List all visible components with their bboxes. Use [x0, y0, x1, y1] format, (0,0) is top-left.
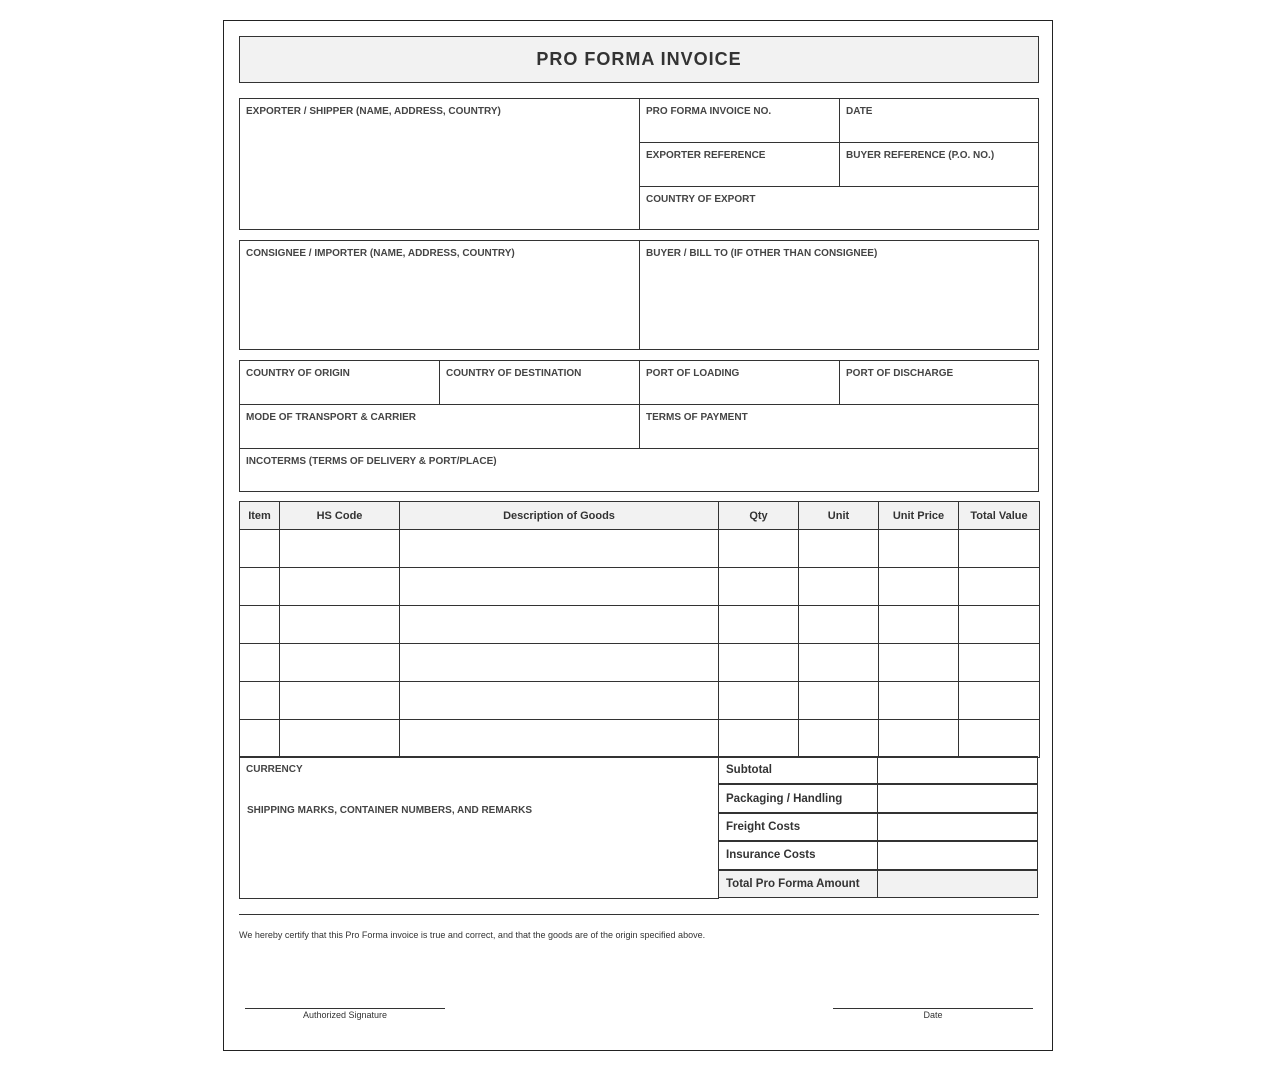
table-cell[interactable]	[719, 530, 799, 568]
subtotal-row	[718, 756, 1038, 784]
country-of-destination-label: COUNTRY OF DESTINATION	[446, 368, 582, 379]
port-of-loading-field[interactable]	[639, 360, 840, 405]
table-cell[interactable]	[240, 720, 280, 758]
table-cell[interactable]	[240, 682, 280, 720]
table-cell[interactable]	[879, 644, 959, 682]
transport-carrier-field[interactable]	[239, 404, 640, 449]
divider	[239, 914, 1039, 915]
country-of-export-label: COUNTRY OF EXPORT	[646, 194, 756, 205]
table-header-row	[240, 502, 1040, 530]
table-cell[interactable]	[400, 606, 719, 644]
invoice-page	[223, 20, 1053, 1051]
table-cell[interactable]	[799, 720, 879, 758]
buyer-reference-label: BUYER REFERENCE (P.O. NO.)	[846, 150, 995, 161]
table-cell[interactable]	[240, 530, 280, 568]
table-cell[interactable]	[280, 644, 400, 682]
total-amount-value-field[interactable]	[877, 870, 1038, 898]
exporter-reference-field[interactable]	[639, 142, 840, 187]
date-signature-label: Date	[923, 1010, 943, 1020]
title-bar	[239, 36, 1039, 83]
table-cell[interactable]	[280, 530, 400, 568]
certification-text: We hereby certify that this Pro Forma invoice is true and correct, and that the goods are of the origin specified above.	[239, 930, 706, 940]
page-title: PRO FORMA INVOICE	[536, 49, 742, 69]
table-cell[interactable]	[400, 720, 719, 758]
table-cell[interactable]	[799, 606, 879, 644]
exporter-label: EXPORTER / SHIPPER (NAME, ADDRESS, COUNTRY)	[246, 106, 501, 117]
insurance-costs-value-field[interactable]	[877, 841, 1038, 869]
signature-label: Authorized Signature	[302, 1010, 388, 1020]
terms-of-payment-label: TERMS OF PAYMENT	[646, 412, 748, 423]
table-cell[interactable]	[959, 530, 1040, 568]
country-of-destination-field[interactable]	[439, 360, 640, 405]
table-cell[interactable]	[400, 644, 719, 682]
table-cell[interactable]	[719, 644, 799, 682]
currency-label: CURRENCY	[246, 764, 303, 775]
consignee-field[interactable]	[239, 240, 640, 350]
table-cell[interactable]	[799, 568, 879, 606]
table-cell[interactable]	[280, 682, 400, 720]
country-of-origin-label: COUNTRY OF ORIGIN	[246, 368, 350, 379]
col-header-total-value: Total Value	[959, 502, 1040, 530]
buyer-bill-to-field[interactable]	[639, 240, 1039, 350]
subtotal-value-field[interactable]	[877, 756, 1038, 784]
table-cell[interactable]	[280, 720, 400, 758]
exporter-field[interactable]	[239, 98, 640, 230]
packaging-handling-value-field[interactable]	[877, 784, 1038, 812]
exporter-reference-label: EXPORTER REFERENCE	[646, 150, 766, 161]
table-cell[interactable]	[959, 606, 1040, 644]
table-cell[interactable]	[719, 568, 799, 606]
items-table	[239, 501, 1040, 758]
invoice-no-field[interactable]	[639, 98, 840, 143]
totals-block	[718, 756, 1039, 899]
packaging-handling-label: Packaging / Handling	[718, 784, 878, 812]
table-row	[240, 530, 1040, 568]
col-header-unit-price: Unit Price	[879, 502, 959, 530]
table-cell[interactable]	[799, 644, 879, 682]
currency-remarks-field[interactable]	[239, 756, 719, 899]
date-signature-line[interactable]	[833, 1008, 1033, 1009]
total-amount-label: Total Pro Forma Amount	[718, 870, 878, 898]
col-header-unit: Unit	[799, 502, 879, 530]
table-cell[interactable]	[240, 568, 280, 606]
table-cell[interactable]	[719, 682, 799, 720]
total-amount-row	[718, 870, 1038, 898]
table-cell[interactable]	[280, 568, 400, 606]
table-cell[interactable]	[959, 682, 1040, 720]
date-field[interactable]	[839, 98, 1039, 143]
freight-costs-label: Freight Costs	[718, 813, 878, 841]
table-cell[interactable]	[280, 606, 400, 644]
table-row	[240, 682, 1040, 720]
table-cell[interactable]	[240, 644, 280, 682]
signature-line[interactable]	[245, 1008, 445, 1009]
table-row	[240, 606, 1040, 644]
col-header-item: Item	[240, 502, 280, 530]
table-cell[interactable]	[240, 606, 280, 644]
port-of-discharge-field[interactable]	[839, 360, 1039, 405]
country-of-origin-field[interactable]	[239, 360, 440, 405]
transport-carrier-label: MODE OF TRANSPORT & CARRIER	[246, 412, 416, 423]
col-header-description: Description of Goods	[400, 502, 719, 530]
table-cell[interactable]	[400, 682, 719, 720]
table-cell[interactable]	[719, 606, 799, 644]
table-cell[interactable]	[879, 530, 959, 568]
terms-of-payment-field[interactable]	[639, 404, 1039, 449]
freight-costs-row	[718, 813, 1038, 841]
subtotal-label: Subtotal	[718, 756, 878, 784]
table-cell[interactable]	[799, 530, 879, 568]
buyer-bill-to-label: BUYER / BILL TO (IF OTHER THAN CONSIGNEE)	[646, 248, 878, 259]
remarks-label: SHIPPING MARKS, CONTAINER NUMBERS, AND REMARKS	[247, 805, 533, 816]
table-cell[interactable]	[879, 682, 959, 720]
table-cell[interactable]	[879, 606, 959, 644]
freight-costs-value-field[interactable]	[877, 813, 1038, 841]
table-row	[240, 568, 1040, 606]
table-cell[interactable]	[959, 568, 1040, 606]
table-cell[interactable]	[959, 720, 1040, 758]
table-row	[240, 644, 1040, 682]
port-of-loading-label: PORT OF LOADING	[646, 368, 740, 379]
incoterms-field[interactable]	[239, 448, 1039, 492]
port-of-discharge-label: PORT OF DISCHARGE	[846, 368, 954, 379]
table-cell[interactable]	[400, 568, 719, 606]
packaging-handling-row	[718, 784, 1038, 812]
table-cell[interactable]	[799, 682, 879, 720]
date-label: DATE	[846, 106, 873, 117]
table-cell[interactable]	[400, 530, 719, 568]
table-cell[interactable]	[879, 720, 959, 758]
insurance-costs-row	[718, 841, 1038, 869]
country-of-export-field[interactable]	[639, 186, 1039, 230]
consignee-label: CONSIGNEE / IMPORTER (NAME, ADDRESS, COUNTRY)	[246, 248, 515, 259]
col-header-qty: Qty	[719, 502, 799, 530]
table-cell[interactable]	[719, 720, 799, 758]
buyer-reference-field[interactable]	[839, 142, 1039, 187]
table-cell[interactable]	[879, 568, 959, 606]
col-header-hs-code: HS Code	[280, 502, 400, 530]
table-cell[interactable]	[959, 644, 1040, 682]
invoice-no-label: PRO FORMA INVOICE NO.	[646, 106, 772, 117]
insurance-costs-label: Insurance Costs	[718, 841, 878, 869]
incoterms-label: INCOTERMS (TERMS OF DELIVERY & PORT/PLACE)	[246, 456, 497, 467]
table-row	[240, 720, 1040, 758]
